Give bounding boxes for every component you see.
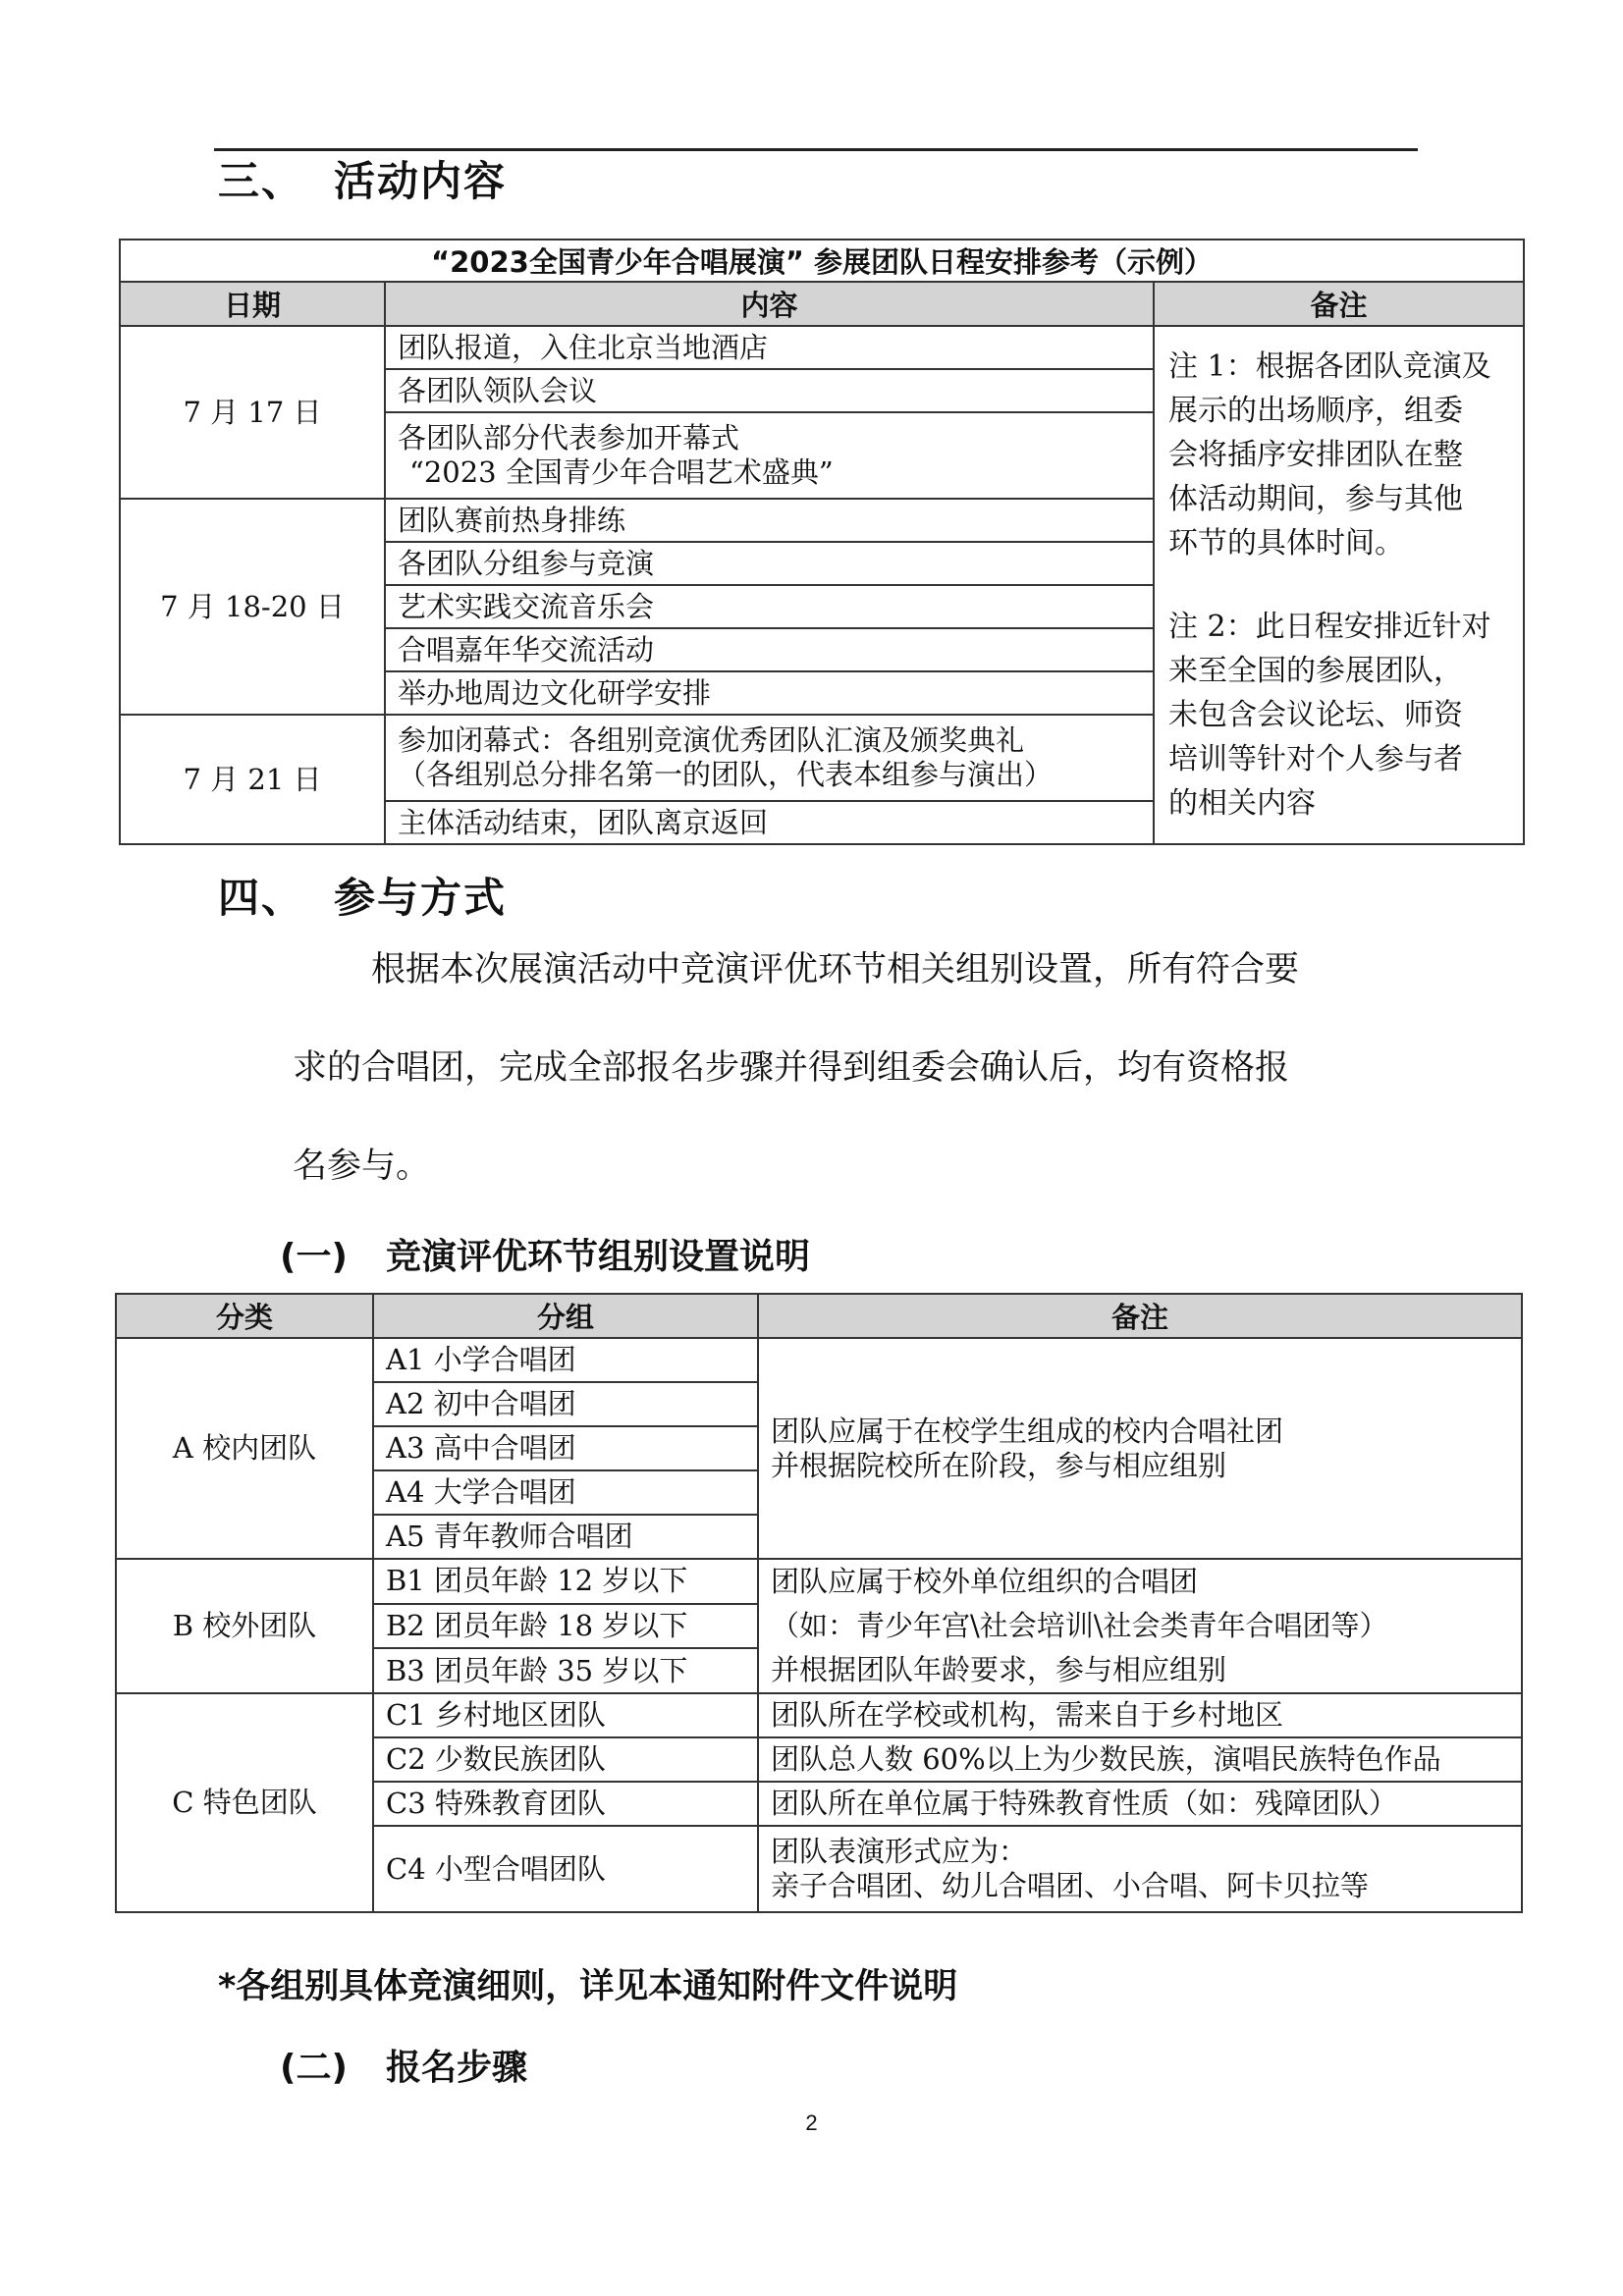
paragraph-line: 名参与。 — [293, 1147, 431, 1186]
column-header-date: 日期 — [120, 282, 385, 326]
group-item: C1 乡村地区团队 — [373, 1693, 758, 1737]
category-b-note: 团队应属于校外单位组织的合唱团 （如：青少年宫\社会培训\社会类青年合唱团等） 并根据团队年龄要求，参与相应组别 — [758, 1559, 1522, 1693]
groups-table — [115, 1293, 1523, 1913]
schedule-table — [119, 239, 1525, 845]
group-item: B1 团员年龄 12 岁以下 — [373, 1559, 758, 1604]
group-note: 团队总人数 60%以上为少数民族，演唱民族特色作品 — [758, 1737, 1522, 1782]
group-item: A3 高中合唱团 — [373, 1426, 758, 1470]
schedule-item: 团队赛前热身排练 — [385, 499, 1154, 542]
group-note: 团队所在学校或机构，需来自于乡村地区 — [758, 1693, 1522, 1737]
group-note: 团队所在单位属于特殊教育性质（如：残障团队） — [758, 1782, 1522, 1826]
group-item: C3 特殊教育团队 — [373, 1782, 758, 1826]
note-2: 注 2：此日程安排近针对 来至全国的参展团队， 未包含会议论坛、师资 培训等针对个人参与者 的相关内容 — [1168, 610, 1491, 821]
schedule-date: 7 月 18-20 日 — [120, 499, 385, 715]
schedule-date: 7 月 21 日 — [120, 715, 385, 844]
schedule-item: 各团队部分代表参加开幕式 “2023 全国青少年合唱艺术盛典” — [385, 412, 1154, 499]
column-header-content: 内容 — [385, 282, 1154, 326]
group-item: C4 小型合唱团队 — [373, 1826, 758, 1912]
subsection-heading-2: (二) 报名步骤 — [280, 2048, 528, 2088]
schedule-table-title: “2023全国青少年合唱展演” 参展团队日程安排参考（示例） — [120, 240, 1524, 282]
category-a-note: 团队应属于在校学生组成的校内合唱社团 并根据院校所在阶段，参与相应组别 — [758, 1338, 1522, 1559]
schedule-item: 举办地周边文化研学安排 — [385, 671, 1154, 715]
schedule-item: 主体活动结束，团队离京返回 — [385, 801, 1154, 844]
schedule-item: 参加闭幕式：各组别竞演优秀团队汇演及颁奖典礼 （各组别总分排名第一的团队，代表本组参与演出） — [385, 715, 1154, 801]
schedule-item: 团队报道，入住北京当地酒店 — [385, 326, 1154, 369]
group-note: 团队表演形式应为： 亲子合唱团、幼儿合唱团、小合唱、阿卡贝拉等 — [758, 1826, 1522, 1912]
section-heading-4: 四、 参与方式 — [218, 874, 508, 922]
schedule-item: 各团队分组参与竞演 — [385, 542, 1154, 585]
page-number: 2 — [805, 2110, 818, 2135]
paragraph-line: 求的合唱团，完成全部报名步骤并得到组委会确认后，均有资格报 — [293, 1048, 1290, 1088]
group-item: C2 少数民族团队 — [373, 1737, 758, 1782]
category-c: C 特色团队 — [116, 1693, 373, 1912]
section-heading-3: 三、 活动内容 — [218, 157, 508, 205]
column-header-notes: 备注 — [758, 1294, 1522, 1338]
column-header-notes: 备注 — [1154, 282, 1524, 326]
category-a: A 校内团队 — [116, 1338, 373, 1559]
group-item: B2 团员年龄 18 岁以下 — [373, 1604, 758, 1649]
footnote: *各组别具体竞演细则，详见本通知附件文件说明 — [218, 1967, 958, 2006]
note-1: 注 1：根据各团队竞演及 展示的出场顺序，组委 会将插序安排团队在整 体活动期间，参与其他 环节的具体时间。 — [1168, 349, 1491, 561]
schedule-notes — [1154, 326, 1524, 844]
schedule-item: 艺术实践交流音乐会 — [385, 585, 1154, 628]
schedule-date: 7 月 17 日 — [120, 326, 385, 499]
group-item: A1 小学合唱团 — [373, 1338, 758, 1382]
schedule-item: 合唱嘉年华交流活动 — [385, 628, 1154, 671]
category-b: B 校外团队 — [116, 1559, 373, 1693]
schedule-item: 各团队领队会议 — [385, 369, 1154, 412]
column-header-category: 分类 — [116, 1294, 373, 1338]
column-header-group: 分组 — [373, 1294, 758, 1338]
subsection-heading-1: (一) 竞演评优环节组别设置说明 — [280, 1237, 811, 1277]
group-item: B3 团员年龄 35 岁以下 — [373, 1648, 758, 1693]
group-item: A5 青年教师合唱团 — [373, 1515, 758, 1559]
paragraph-line: 根据本次展演活动中竞演评优环节相关组别设置，所有符合要 — [371, 950, 1300, 989]
participation-paragraph — [214, 945, 1432, 1240]
group-item: A4 大学合唱团 — [373, 1470, 758, 1515]
group-item: A2 初中合唱团 — [373, 1382, 758, 1426]
